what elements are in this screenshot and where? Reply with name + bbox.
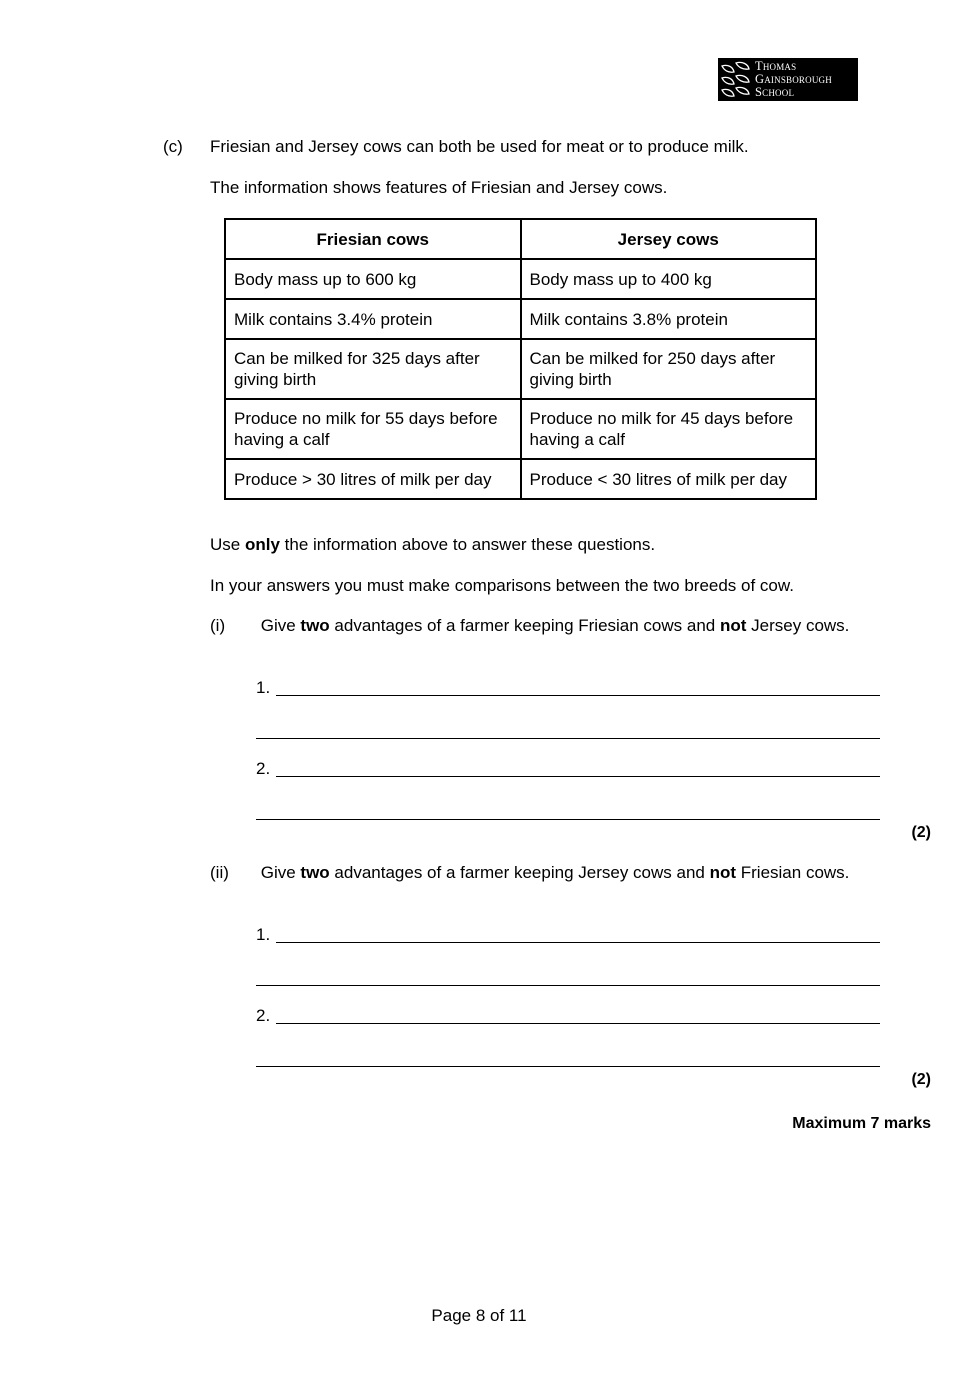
part-ii-answer-2-number: 2. [256,1006,271,1025]
table-row [225,259,816,299]
part-i-answer-1-number: 1. [256,678,271,697]
part-ii-answer-2-continuation-line[interactable] [256,1046,880,1067]
part-i-text [256,615,856,636]
part-ii-answer-1-number: 1. [256,925,271,944]
instruction-only-bold: only [244,535,280,554]
question-info: The information shows features of Friesian and Jersey cows. [210,178,668,197]
instruction-only-pre: Use [210,535,245,554]
table-cell: Can be milked for 325 days after giving birth [225,339,521,399]
part-i-text-mid: advantages of a farmer keeping Friesian cows and [329,616,720,635]
table-cell: Body mass up to 600 kg [225,259,521,299]
logo-text [755,60,832,99]
table-row [225,459,816,499]
part-ii-answer-2-line[interactable] [276,1003,880,1024]
table-cell: Milk contains 3.4% protein [225,299,521,339]
logo-line-3: School [755,85,795,99]
table-header-friesian: Friesian cows [225,219,521,259]
part-ii-text-pre: Give [260,863,301,882]
part-ii-text-post: Friesian cows. [736,863,850,882]
part-i-bold-two: two [300,616,330,635]
part-i-marks: (2) [911,824,931,841]
table-header-jersey: Jersey cows [521,219,817,259]
part-i-answer-2-continuation-line[interactable] [256,799,880,820]
part-i-answer-1-continuation-line[interactable] [256,718,880,739]
part-ii-text-mid: advantages of a farmer keeping Jersey cows and [329,863,710,882]
table-row [225,339,816,399]
table-cell: Milk contains 3.8% protein [521,299,817,339]
question-label: (c) [163,137,183,156]
table-cell: Produce no milk for 55 days before having a calf [225,399,521,459]
wheat-leaf-icon [718,58,754,101]
table-cell: Produce > 30 litres of milk per day [225,459,521,499]
part-ii-answer-1-line[interactable] [276,922,880,943]
part-i-answer-2-line[interactable] [276,756,880,777]
table-cell: Produce no milk for 45 days before having a calf [521,399,817,459]
instruction-compare: In your answers you must make comparisons between the two breeds of cow. [210,576,794,595]
table-row [225,399,816,459]
question-intro: Friesian and Jersey cows can both be used for meat or to produce milk. [210,137,749,156]
logo-line-1: Thomas [755,59,797,73]
part-i-answer-2-number: 2. [256,759,271,778]
school-logo [718,58,858,101]
part-i-text-pre: Give [260,616,301,635]
maximum-marks: Maximum 7 marks [792,1115,931,1132]
table-cell: Can be milked for 250 days after giving birth [521,339,817,399]
table-cell: Produce < 30 litres of milk per day [521,459,817,499]
table-row [225,299,816,339]
part-i-bold-not: not [719,616,747,635]
part-ii-answer-1-continuation-line[interactable] [256,965,880,986]
instruction-only [210,534,655,555]
part-i-answer-1-line[interactable] [276,675,880,696]
table-cell: Body mass up to 400 kg [521,259,817,299]
part-ii-bold-two: two [300,863,330,882]
features-table [224,218,817,500]
instruction-only-post: the information above to answer these questions. [279,535,656,554]
part-ii-bold-not: not [709,863,737,882]
logo-line-2: Gainsborough [755,72,832,86]
part-i-text-post: Jersey cows. [746,616,850,635]
page-number: Page 8 of 11 [431,1306,527,1325]
part-ii-label: (ii) [210,863,229,882]
part-ii-marks: (2) [911,1071,931,1088]
table-header-row [225,219,816,259]
part-ii-text [256,862,856,883]
part-i-label: (i) [210,616,226,635]
